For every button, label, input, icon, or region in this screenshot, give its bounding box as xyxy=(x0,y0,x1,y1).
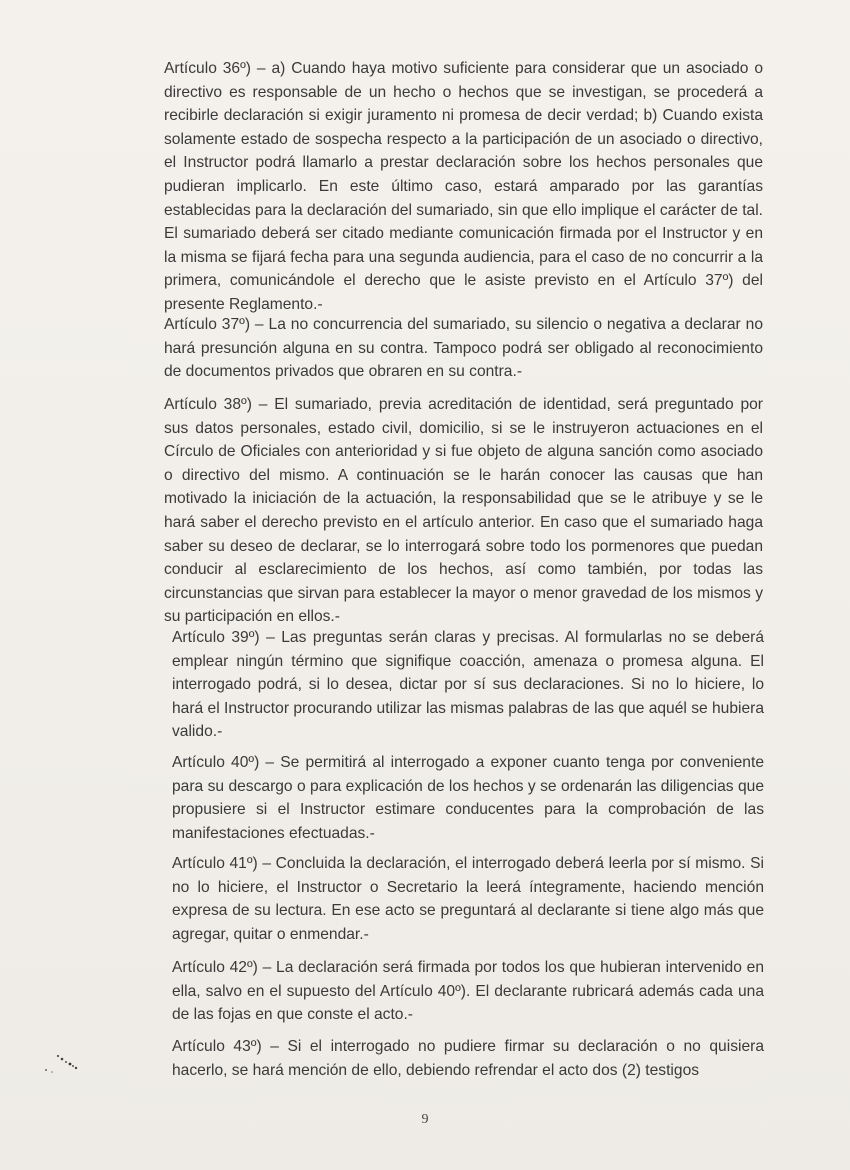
article-40: Artículo 40º) – Se permitirá al interrogado a exponer cuanto tenga por conveniente para su descargo o para explicación de los hechos y se ordenarán las diligencias que propusiere si el Instructor estimare conducentes para la comprobación de las manifestaciones efectuadas.- xyxy=(172,754,764,842)
article-37: Artículo 37º) – La no concurrencia del sumariado, su silencio o negativa a declarar no hará presunción alguna en su contra. Tampoco podrá ser obligado al reconocimiento de documentos privados que obraren en su contra.- xyxy=(164,316,763,381)
scan-speck-marks xyxy=(38,1050,88,1080)
article-39: Artículo 39º) – Las preguntas serán claras y precisas. Al formularlas no se deberá emplear ningún término que signifique coacción, amenaza o promesa alguna. El interrogado podrá, si lo desea, dictar por sí sus declaraciones. Si no lo hiciere, lo hará el Instructor procurando utilizar las mismas palabras de las que aquél se hubiera valido.- xyxy=(172,629,765,741)
article-43: Artículo 43º) – Si el interrogado no pudiere firmar su declaración o no quisiera hacerlo, se hará mención de ello, debiendo refrendar el acto dos (2) testigos xyxy=(172,1038,764,1079)
article-42: Artículo 42º) – La declaración será firmada por todos los que hubieran intervenido en ella, salvo en el supuesto del Artículo 40º). El declarante rubricará además cada una de las fojas en que conste el acto.- xyxy=(172,959,764,1024)
article-41: Artículo 41º) – Concluida la declaración, el interrogado deberá leerla por sí mismo. Si no lo hiciere, el Instructor o Secretario la leerá íntegramente, haciendo mención expresa de su lectura. En ese acto se preguntará al declarante si tiene algo más que agregar, quitar o enmendar.- xyxy=(172,855,764,943)
page-number: 9 xyxy=(421,1112,429,1127)
article-36: Artículo 36º) – a) Cuando haya motivo suficiente para considerar que un asociado o directivo es responsable de un hecho o hechos que se investigan, se procederá a recibirle declaración si exigir juramento ni promesa de decir verdad; b) Cuando exista solamente estado de sospecha respecto a la participación de un asociado o directivo, el Instructor podrá llamarlo a prestar declaración sobre los hechos personales que pudieran implicarlo. En este último caso, estará amparado por las garantías establecidas para la declaración del sumariado, sin que ello implique el carácter de tal. El sumariado deberá ser citado mediante comunicación firmada por el Instructor y en la misma se fijará fecha para una segunda audiencia, para el caso de no concurrir a la primera, comunicándole el derecho que le asiste previsto en el Artículo 37º) del presente Reglamento.- xyxy=(164,60,763,313)
article-38: Artículo 38º) – El sumariado, previa acreditación de identidad, será preguntado por sus datos personales, estado civil, domicilio, si se le instruyeron actuaciones en el Círculo de Oficiales con anterioridad y si fue objeto de alguna sanción como asociado o directivo del mismo. A continuación se le harán conocer las causas que han motivado la iniciación de la actuación, la responsabilidad que se le atribuye y se le hará saber el derecho previsto en el artículo anterior. En caso que el sumariado haga saber su deseo de declarar, se lo interrogará sobre todo los pormenores que puedan conducir al esclarecimiento de los hechos, así como también, por todas las circunstancias que sirvan para establecer la mayor o menor gravedad de los mismos y su participación en ellos.- xyxy=(164,396,763,626)
